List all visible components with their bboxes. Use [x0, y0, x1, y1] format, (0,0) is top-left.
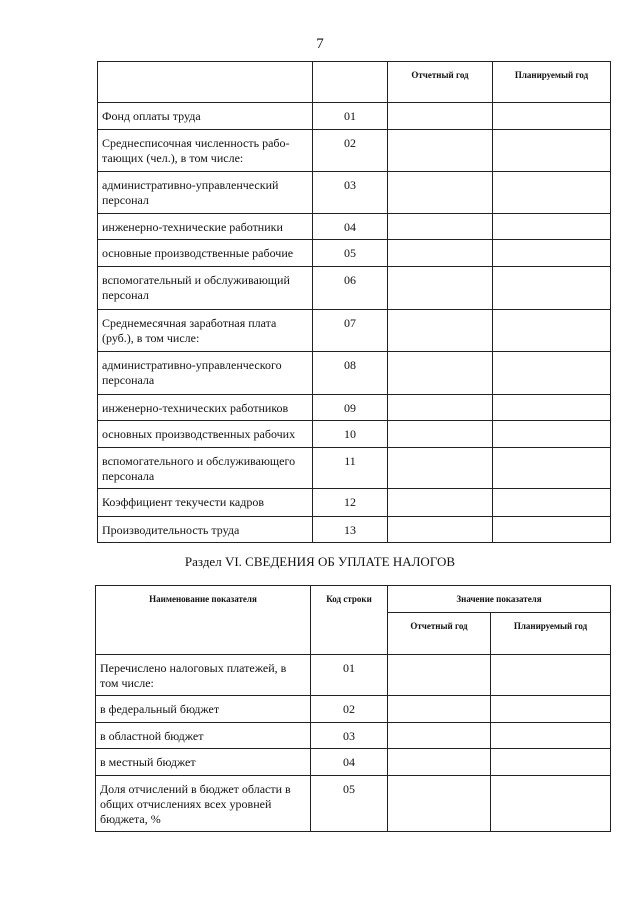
- table-row: [98, 267, 611, 310]
- tax-payments-table: [95, 585, 611, 832]
- header-value-group: Значение показателя: [388, 586, 611, 613]
- row-code: 07: [313, 310, 388, 352]
- planned-value-cell[interactable]: [493, 240, 611, 267]
- row-name: Производительность труда: [98, 517, 313, 543]
- row-name: инженерно-технические работники: [98, 214, 313, 240]
- table-row: [98, 214, 611, 240]
- row-code: 06: [313, 267, 388, 310]
- reported-value-cell[interactable]: [388, 517, 493, 543]
- table-row: [98, 240, 611, 267]
- header-name: Наименование показателя: [96, 586, 311, 655]
- row-code: 09: [313, 395, 388, 421]
- row-name: инженерно-технических работников: [98, 395, 313, 421]
- row-code: 01: [313, 103, 388, 130]
- table-row: [98, 310, 611, 352]
- row-name: в федеральный бюджет: [96, 696, 311, 723]
- row-name: вспомогательного и обслуживающего персонала: [98, 448, 313, 489]
- row-code: 05: [313, 240, 388, 267]
- reported-value-cell[interactable]: [388, 776, 491, 832]
- reported-value-cell[interactable]: [388, 395, 493, 421]
- table-row: [96, 655, 611, 696]
- row-code: 03: [311, 723, 388, 749]
- row-name: административно-управленческий персонал: [98, 172, 313, 214]
- row-code: 01: [311, 655, 388, 696]
- header-code: Код строки: [311, 586, 388, 655]
- table-row: [98, 103, 611, 130]
- row-code: 02: [311, 696, 388, 723]
- row-code: 10: [313, 421, 388, 448]
- row-code: 05: [311, 776, 388, 832]
- reported-value-cell[interactable]: [388, 421, 493, 448]
- table-row: [98, 448, 611, 489]
- row-code: 02: [313, 130, 388, 172]
- planned-value-cell[interactable]: [493, 395, 611, 421]
- planned-value-cell[interactable]: [491, 723, 611, 749]
- header-reported-year: Отчетный год: [388, 62, 493, 103]
- row-code: 04: [313, 214, 388, 240]
- planned-value-cell[interactable]: [493, 103, 611, 130]
- header-reported-year: Отчетный год: [388, 613, 491, 655]
- table-header-row: [96, 586, 611, 613]
- header-planned-year: Планируемый год: [493, 62, 611, 103]
- table-row: [98, 517, 611, 543]
- row-name: Среднемесячная заработная плата (руб.), в том числе:: [98, 310, 313, 352]
- row-name: Доля отчислений в бюджет области в общих отчислениях всех уровней бюджета, %: [96, 776, 311, 832]
- planned-value-cell[interactable]: [493, 448, 611, 489]
- row-name: в областной бюджет: [96, 723, 311, 749]
- planned-value-cell[interactable]: [493, 214, 611, 240]
- row-name: основных производственных рабочих: [98, 421, 313, 448]
- reported-value-cell[interactable]: [388, 489, 493, 517]
- page-number: 7: [316, 36, 324, 52]
- row-code: 11: [313, 448, 388, 489]
- planned-value-cell[interactable]: [493, 130, 611, 172]
- table-row: [98, 130, 611, 172]
- row-code: 13: [313, 517, 388, 543]
- reported-value-cell[interactable]: [388, 655, 491, 696]
- reported-value-cell[interactable]: [388, 352, 493, 395]
- reported-value-cell[interactable]: [388, 240, 493, 267]
- table-row: [96, 723, 611, 749]
- row-code: 04: [311, 749, 388, 776]
- reported-value-cell[interactable]: [388, 214, 493, 240]
- row-name: основные производственные рабочие: [98, 240, 313, 267]
- planned-value-cell[interactable]: [493, 267, 611, 310]
- row-name: административно-управленческого персонала: [98, 352, 313, 395]
- table-header-row: [98, 62, 611, 103]
- row-name: Перечислено налоговых платежей, в том числе:: [96, 655, 311, 696]
- row-code: 08: [313, 352, 388, 395]
- table-row: [96, 776, 611, 832]
- header-name: [98, 62, 313, 103]
- table-row: [98, 352, 611, 395]
- planned-value-cell[interactable]: [491, 776, 611, 832]
- header-code: [313, 62, 388, 103]
- reported-value-cell[interactable]: [388, 749, 491, 776]
- reported-value-cell[interactable]: [388, 723, 491, 749]
- row-name: вспомогательный и обслуживающий персонал: [98, 267, 313, 310]
- row-name: Среднесписочная численность рабо-тающих (чел.), в том числе:: [98, 130, 313, 172]
- reported-value-cell[interactable]: [388, 696, 491, 723]
- table-row: [98, 395, 611, 421]
- row-name: Фонд оплаты труда: [98, 103, 313, 130]
- planned-value-cell[interactable]: [491, 749, 611, 776]
- planned-value-cell[interactable]: [493, 489, 611, 517]
- reported-value-cell[interactable]: [388, 130, 493, 172]
- header-planned-year: Планируемый год: [491, 613, 611, 655]
- planned-value-cell[interactable]: [493, 352, 611, 395]
- planned-value-cell[interactable]: [493, 517, 611, 543]
- planned-value-cell[interactable]: [493, 172, 611, 214]
- table-row: [98, 172, 611, 214]
- table-row: [96, 749, 611, 776]
- table-row: [96, 696, 611, 723]
- row-code: 03: [313, 172, 388, 214]
- table-row: [98, 489, 611, 517]
- section-title: Раздел VI. СВЕДЕНИЯ ОБ УПЛАТЕ НАЛОГОВ: [184, 554, 456, 569]
- planned-value-cell[interactable]: [491, 655, 611, 696]
- reported-value-cell[interactable]: [388, 267, 493, 310]
- row-code: 12: [313, 489, 388, 517]
- reported-value-cell[interactable]: [388, 310, 493, 352]
- row-name: в местный бюджет: [96, 749, 311, 776]
- planned-value-cell[interactable]: [491, 696, 611, 723]
- reported-value-cell[interactable]: [388, 448, 493, 489]
- labor-indicators-table: [97, 61, 611, 543]
- reported-value-cell[interactable]: [388, 172, 493, 214]
- row-name: Коэффициент текучести кадров: [98, 489, 313, 517]
- reported-value-cell[interactable]: [388, 103, 493, 130]
- planned-value-cell[interactable]: [493, 310, 611, 352]
- table-row: [98, 421, 611, 448]
- planned-value-cell[interactable]: [493, 421, 611, 448]
